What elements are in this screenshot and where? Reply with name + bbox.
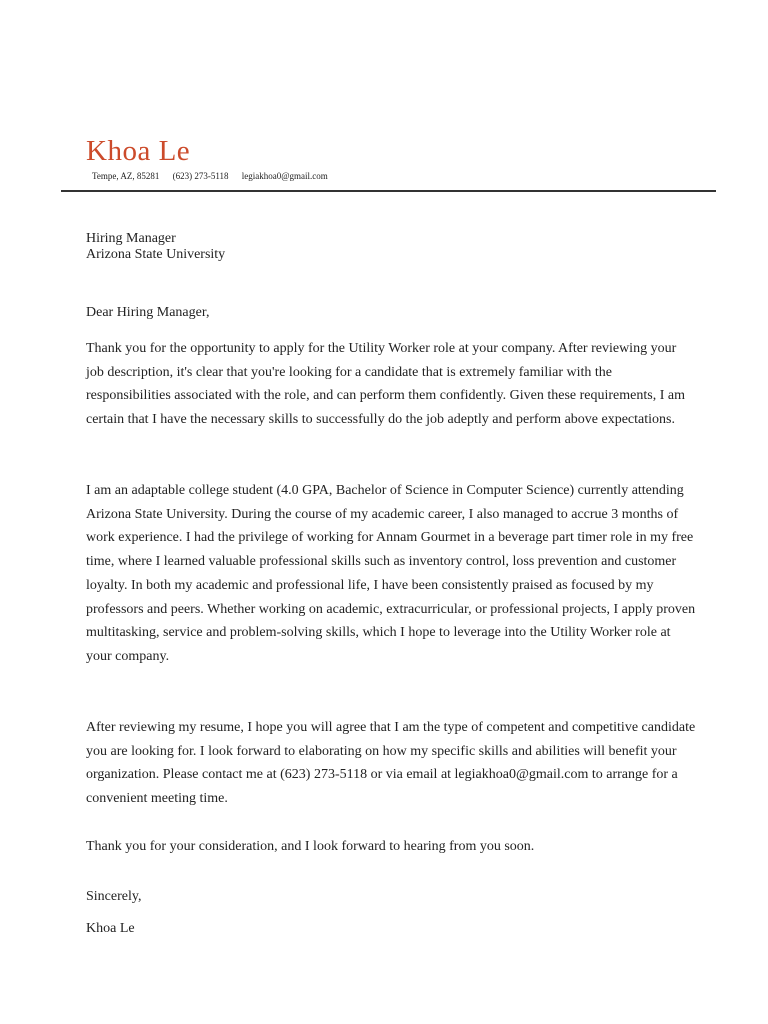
body-paragraph-1: Thank you for the opportunity to apply for the Utility Worker role at your company. After reviewing your job description, it's clear that you're looking for a candidate that is extremely familiar with the responsibilities associated with the role, and can perform them confidently. Given these requirements, I am certain that I have the necessary skills to successfully do the job adeptly and perform above expectations.: [86, 341, 685, 428]
signature: Khoa Le: [86, 921, 135, 936]
header-divider: [61, 190, 716, 192]
contact-email: legiakhoa0@gmail.com: [241, 171, 328, 181]
body-paragraph-3: After reviewing my resume, I hope you will agree that I am the type of competent and competitive candidate you are looking for. I look forward to elaborating on how my specific skills and abilities will benefit your organization. Please contact me at (623) 273-5118 or via email at legiakhoa0@gmail.com to arrange for a convenient meeting time.: [86, 720, 696, 807]
recipient-organization: Arizona State University: [86, 247, 226, 262]
recipient-title: Hiring Manager: [86, 231, 176, 246]
body-paragraph-2: I am an adaptable college student (4.0 GPA, Bachelor of Science in Computer Science) currently attending Arizona State University. During the course of my academic career, I also managed to accrue 3 months of work experience. I had the privilege of working for Annam Gourmet in a beverage part timer role in my free time, where I learned valuable professional skills such as inventory control, loss prevention and customer loyalty. In both my academic and professional life, I have been consistently praised as focused by my professors and peers. Whether working on academic, extracurricular, or professional projects, I apply proven multitasking, service and problem-solving skills, which I hope to leverage into the Utility Worker role at your company.: [86, 483, 696, 664]
contact-phone: (623) 273-5118: [172, 171, 229, 181]
applicant-name: Khoa Le: [86, 135, 191, 167]
recipient-block: [86, 231, 225, 263]
salutation: Dear Hiring Manager,: [86, 305, 210, 320]
closing: Sincerely,: [86, 889, 142, 904]
body-paragraph-4: Thank you for your consideration, and I look forward to hearing from you soon.: [86, 839, 535, 854]
contact-address: Tempe, AZ, 85281: [92, 171, 160, 181]
contact-line: [92, 170, 339, 182]
